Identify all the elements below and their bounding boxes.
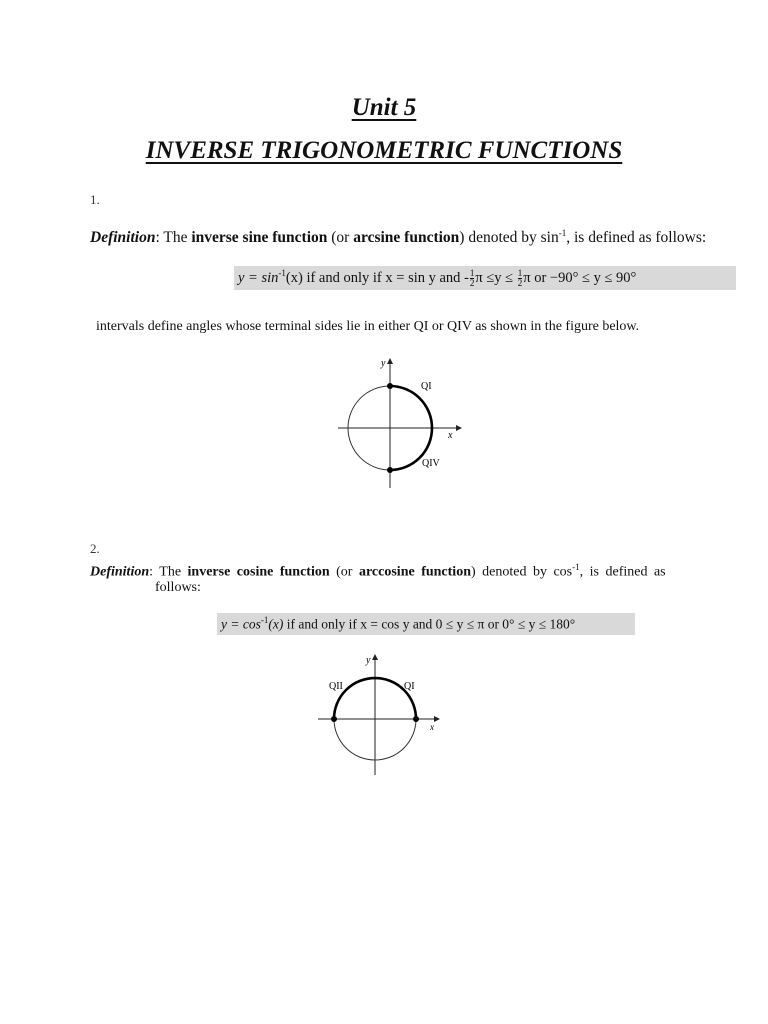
formula-part: if and only if xyxy=(302,269,386,286)
x-label: x xyxy=(430,722,434,732)
superscript: -1 xyxy=(278,268,286,278)
formula-part: y = cos xyxy=(221,616,261,632)
def-term: arcsine function xyxy=(353,229,460,247)
endpoint-top xyxy=(387,383,393,389)
formula-arccosine xyxy=(217,613,635,635)
def-text: (or xyxy=(327,229,354,247)
superscript: -1 xyxy=(558,228,567,238)
y-label: y xyxy=(366,655,371,666)
qii-label: QII xyxy=(329,681,343,692)
qi-label: QI xyxy=(421,381,432,392)
formula-arcsine xyxy=(234,266,736,290)
section-number-2: 2. xyxy=(90,541,100,556)
def-term: inverse cosine function xyxy=(187,564,330,580)
x-label: x xyxy=(448,430,453,441)
definition-2 xyxy=(90,562,666,581)
definition-label: Definition xyxy=(90,229,156,247)
formula-part: (x) xyxy=(285,269,303,286)
fraction-half: $\frac{1}{2}$ xyxy=(469,268,475,288)
formula-part: y = sin xyxy=(238,269,279,286)
y-axis-arrow xyxy=(372,654,378,660)
formula-part: π ≤y ≤ xyxy=(475,269,517,286)
formula-part: (x) xyxy=(268,616,284,632)
formula-part: x = sin y and - xyxy=(385,269,469,286)
unit-circle-figure-qi-qii xyxy=(308,650,448,780)
unit-title: Unit 5 xyxy=(351,94,417,121)
superscript: -1 xyxy=(260,615,269,625)
def-text: ) denoted by sin xyxy=(459,229,559,247)
def-text: (or xyxy=(329,564,359,580)
endpoint-right xyxy=(413,716,419,722)
qi-label: QI xyxy=(404,681,415,692)
def-text: : The xyxy=(149,564,188,580)
def-text: ) denoted by cos xyxy=(470,564,573,580)
qiv-label: QIV xyxy=(422,458,440,469)
section-number-1: 1. xyxy=(90,192,100,207)
endpoint-left xyxy=(331,716,337,722)
page-title: INVERSE TRIGONOMETRIC FUNCTIONS xyxy=(145,137,623,164)
def-text: , is defined as xyxy=(579,564,666,580)
def-text: , is defined as follows: xyxy=(566,229,707,247)
definition-label: Definition xyxy=(90,564,150,580)
endpoint-bottom xyxy=(387,467,393,473)
x-axis-arrow xyxy=(456,425,462,431)
formula-part: if and only if x = cos y and 0 ≤ y ≤ π or 0° ≤ y ≤ 180° xyxy=(283,616,576,632)
def-term: inverse sine function xyxy=(191,229,328,247)
formula-part: π or −90° ≤ y ≤ 90° xyxy=(523,269,637,286)
unit-circle-figure-qi-qiv xyxy=(330,350,470,490)
def-text: : The xyxy=(155,229,192,247)
definition-2-continued: follows: xyxy=(155,580,201,595)
superscript: -1 xyxy=(572,562,580,572)
y-axis-arrow xyxy=(387,358,393,364)
interval-note: intervals define angles whose terminal sides lie in either QI or QIV as shown in the figure below. xyxy=(96,319,640,334)
definition-1 xyxy=(90,228,706,247)
y-label: y xyxy=(381,358,386,369)
fraction-half: $\frac{1}{2}$ xyxy=(517,268,523,288)
x-axis-arrow xyxy=(434,716,440,722)
def-term: arccosine function xyxy=(358,564,471,580)
